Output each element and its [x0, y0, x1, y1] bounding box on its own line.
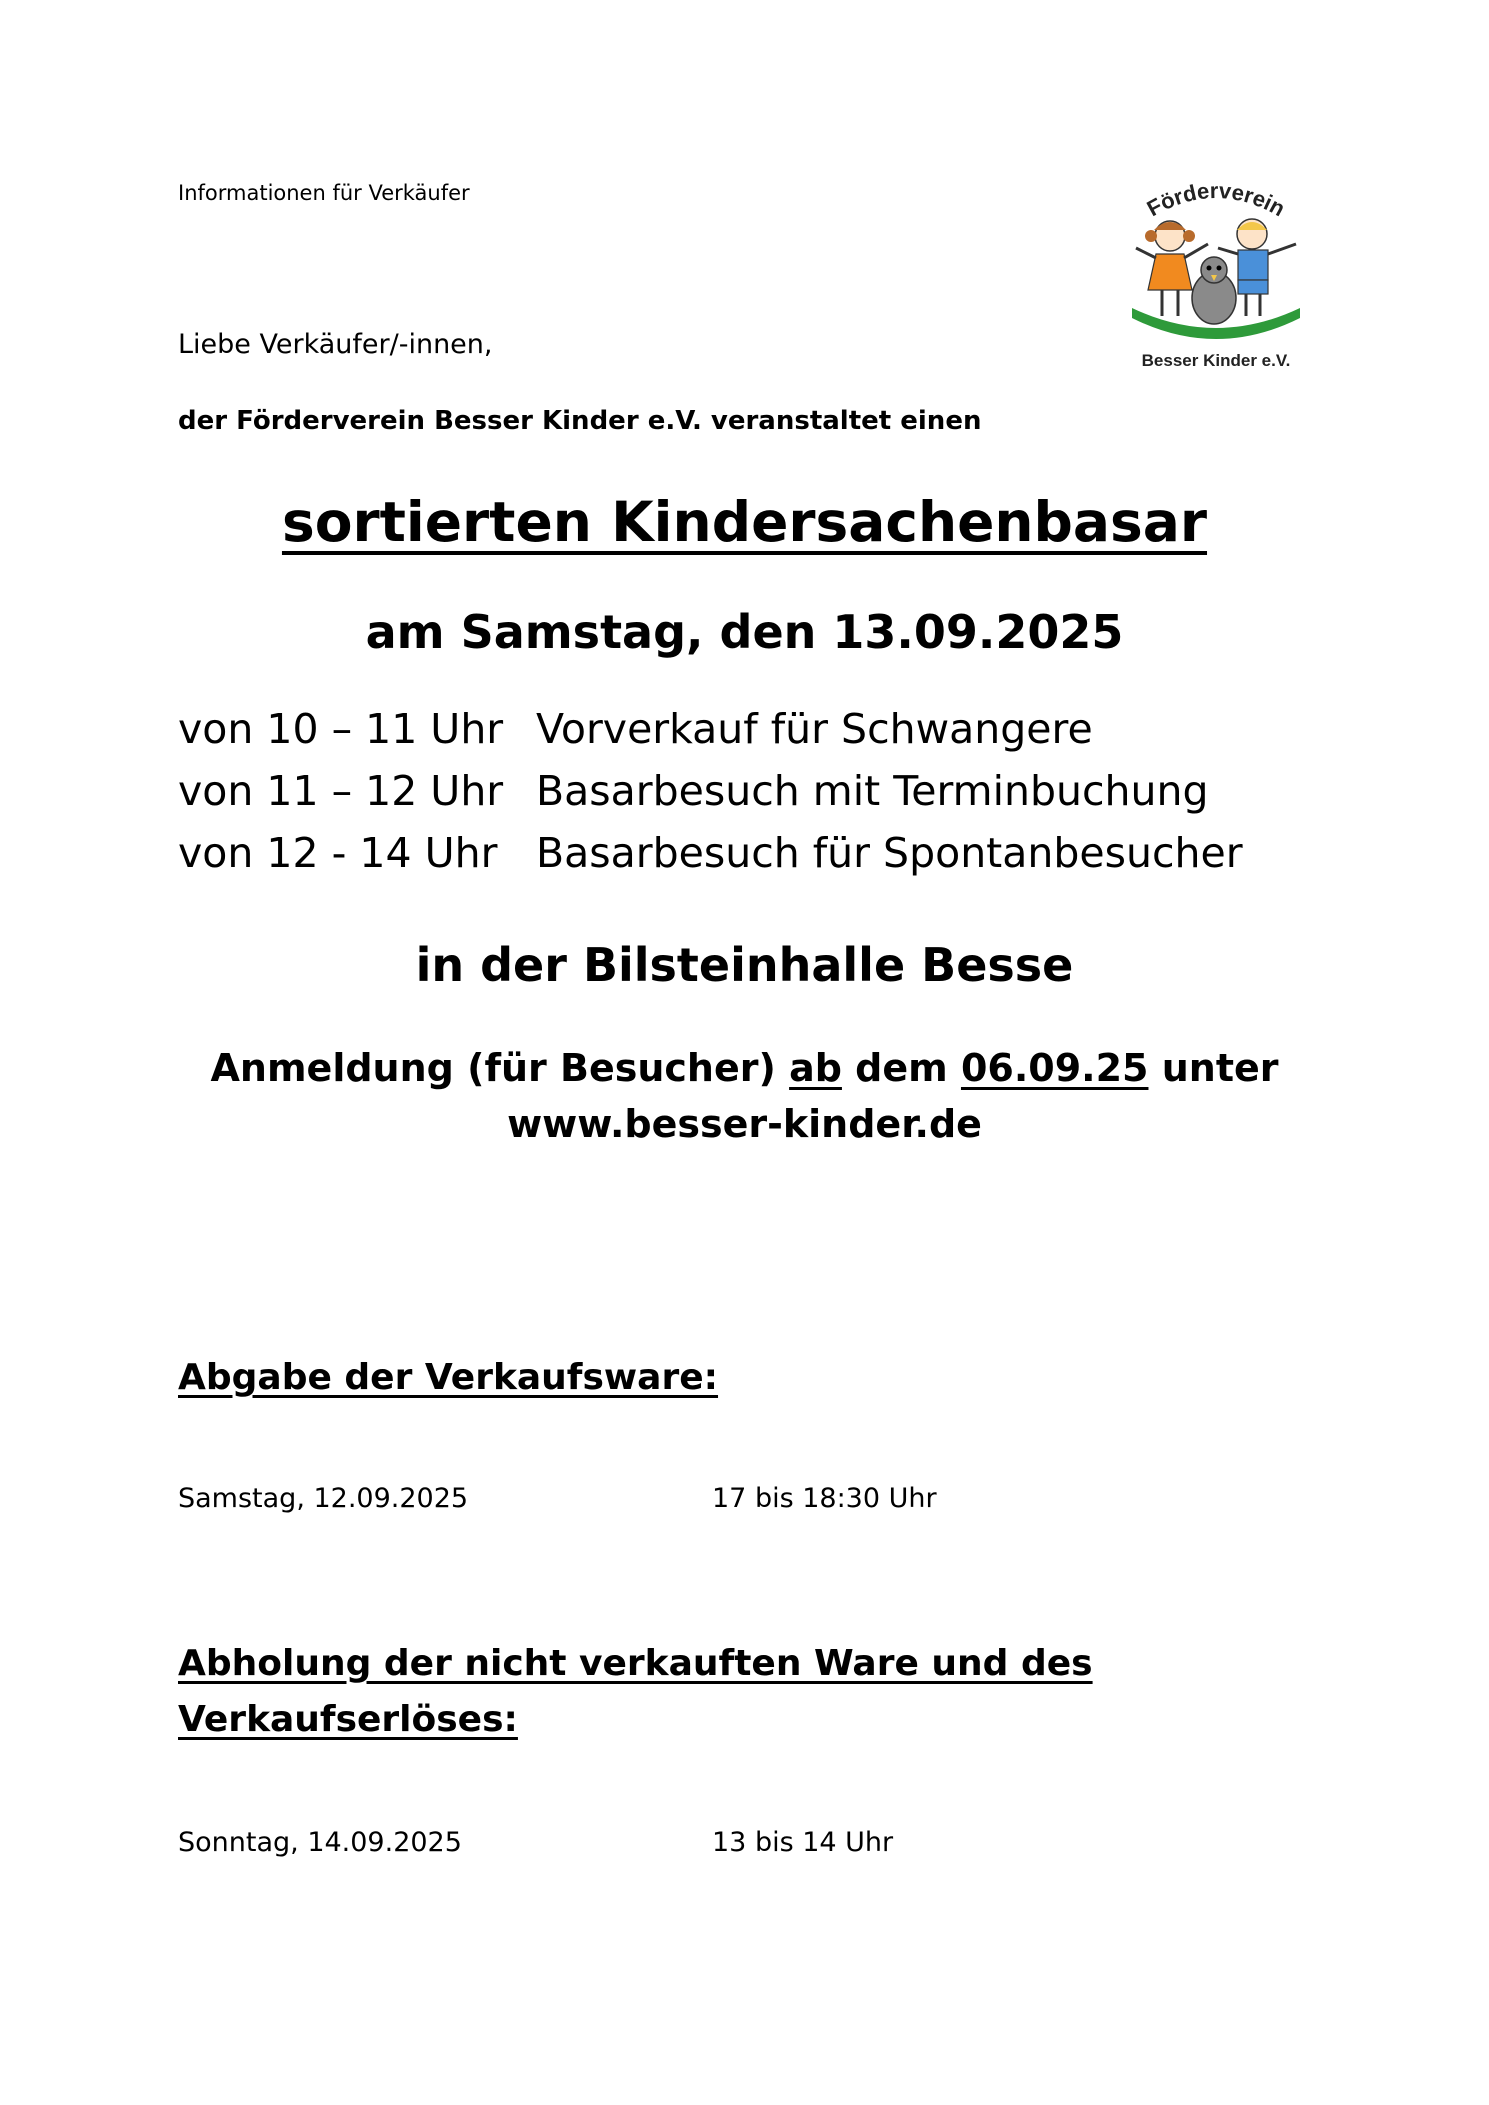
- bird-icon: [1192, 257, 1236, 324]
- schedule-time-2: von 11 – 12 Uhr: [178, 767, 504, 815]
- event-date: am Samstag, den 13.09.2025: [365, 605, 1124, 659]
- registration-url[interactable]: www.besser-kinder.de: [507, 1102, 982, 1146]
- foerderverein-logo: [1118, 178, 1314, 373]
- pickup-heading-line2: Verkaufserlöses:: [178, 1699, 518, 1740]
- pickup-day: Sonntag, 14.09.2025: [178, 1827, 462, 1858]
- dropoff-heading: [178, 1350, 718, 1406]
- event-title-text: sortierten Kindersachenbasar: [281, 490, 1208, 554]
- schedule-activity-2: Basarbesuch mit Terminbuchung: [536, 767, 1209, 815]
- greeting: Liebe Verkäufer/-innen,: [178, 329, 493, 360]
- schedule-activity-3: Basarbesuch für Spontanbesucher: [536, 829, 1243, 877]
- info-label: Informationen für Verkäufer: [178, 181, 470, 205]
- schedule-time-1: von 10 – 11 Uhr: [178, 705, 504, 753]
- logo-bottom-text: Besser Kinder e.V.: [1141, 351, 1291, 370]
- svg-text:Förderverein: [1143, 178, 1290, 221]
- logo-top-text: Förderverein: [1142, 178, 1290, 222]
- intro-text: der Förderverein Besser Kinder e.V. veranstaltet einen: [178, 406, 982, 436]
- logo-graphic: [1118, 178, 1314, 373]
- registration-line: [0, 1040, 1489, 1096]
- registration-ab: ab: [789, 1046, 842, 1090]
- dropoff-time: 17 bis 18:30 Uhr: [712, 1483, 937, 1514]
- registration-date: 06.09.25: [960, 1046, 1149, 1090]
- event-location: in der Bilsteinhalle Besse: [415, 938, 1074, 992]
- pickup-time: 13 bis 14 Uhr: [712, 1827, 894, 1858]
- pickup-heading-line1: Abholung der nicht verkauften Ware und des: [178, 1643, 1093, 1684]
- dropoff-day: Samstag, 12.09.2025: [178, 1483, 469, 1514]
- dropoff-heading-text: Abgabe der Verkaufsware:: [178, 1357, 719, 1398]
- schedule-activity-1: Vorverkauf für Schwangere: [536, 705, 1093, 753]
- pickup-heading: [178, 1636, 1093, 1748]
- registration-info: [0, 1040, 1489, 1152]
- registration-part2: dem: [841, 1046, 961, 1090]
- registration-part1: Anmeldung (für Besucher): [210, 1046, 790, 1090]
- event-title: [0, 490, 1489, 554]
- schedule-time-3: von 12 - 14 Uhr: [178, 829, 498, 877]
- registration-part3: unter: [1148, 1046, 1279, 1090]
